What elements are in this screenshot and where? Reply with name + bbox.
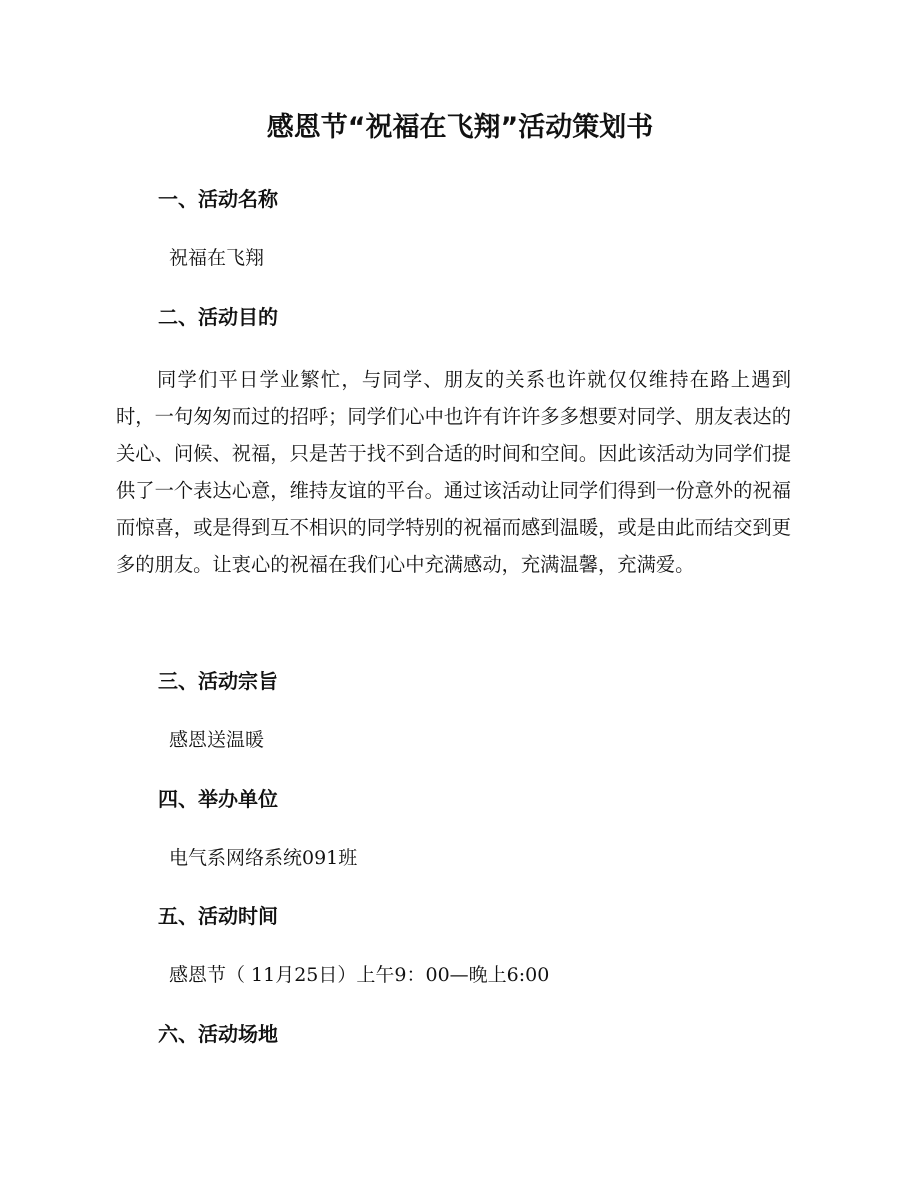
section-content-activity-name: 祝福在飞翔 — [169, 247, 265, 269]
section-content-organizer: 电气系网络系统091班 — [169, 847, 358, 869]
section-heading-activity-purpose: 二、活动目的 — [158, 305, 278, 329]
document-title: 感恩节“祝福在飞翔”活动策划书 — [266, 112, 654, 143]
section-heading-activity-venue: 六、活动场地 — [158, 1022, 278, 1046]
section-heading-activity-time: 五、活动时间 — [158, 904, 278, 928]
section-heading-activity-aim: 三、活动宗旨 — [158, 669, 278, 693]
section-content-activity-aim: 感恩送温暖 — [169, 729, 265, 751]
section-content-activity-purpose: 同学们平日学业繁忙，与同学、朋友的关系也许就仅仅维持在路上遇到时，一句匆匆而过的招呼；同学们心中也许有许许多多想要对同学、朋友表达的关心、问候、祝福，只是苦于找不到合适的时间和空间。因此该活动为同学们提供了一个表达心意，维持友谊的平台。通过该活动让同学们得到一份意外的祝福而惊喜，或是得到互不相识的同学特别的祝福而感到温暖，或是由此而结交到更多的朋友。让衷心的祝福在我们心中充满感动，充满温馨，充满爱。 — [116, 368, 791, 576]
section-heading-activity-name: 一、活动名称 — [158, 187, 278, 211]
section-content-activity-time: 感恩节（ 11月25日）上午9：00—晚上6:00 — [169, 964, 550, 986]
section-heading-organizer: 四、举办单位 — [158, 787, 278, 811]
